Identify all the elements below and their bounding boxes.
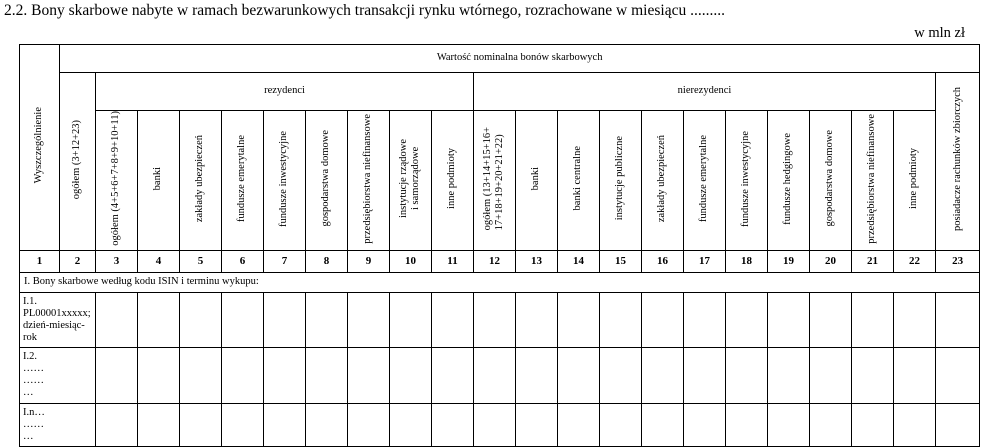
data-cell[interactable] — [852, 348, 894, 403]
data-cell[interactable] — [306, 403, 348, 446]
data-cell[interactable] — [768, 348, 810, 403]
data-cell[interactable] — [348, 348, 390, 403]
data-cell[interactable] — [306, 348, 348, 403]
data-cell[interactable] — [936, 403, 980, 446]
data-cell[interactable] — [264, 348, 306, 403]
column-numbers-row — [20, 251, 980, 273]
col-number: 3 — [96, 251, 138, 273]
header-nrez-col-17: fundusze emerytalne — [684, 111, 726, 251]
data-cell[interactable] — [138, 348, 180, 403]
data-cell[interactable] — [894, 348, 936, 403]
header-nrez-col-19: fundusze hedgingowe — [768, 111, 810, 251]
data-cell[interactable] — [222, 403, 264, 446]
header-wyszczegolnienie-cell — [20, 45, 60, 251]
header-rez-col-6: fundusze emerytalne — [222, 111, 264, 251]
data-cell[interactable] — [348, 293, 390, 348]
row-label: I.1. PL00001xxxxx; dzień-miesiąc-rok — [20, 293, 96, 348]
col-number: 13 — [516, 251, 558, 273]
data-cell[interactable] — [810, 403, 852, 446]
table-row — [20, 348, 980, 403]
header-nrez-col-13: banki — [516, 111, 558, 251]
col-number: 1 — [20, 251, 60, 273]
table-row — [20, 293, 980, 348]
data-cell[interactable] — [474, 403, 516, 446]
data-cell[interactable] — [432, 403, 474, 446]
col-number: 20 — [810, 251, 852, 273]
data-cell[interactable] — [264, 403, 306, 446]
col-number: 4 — [138, 251, 180, 273]
header-nierezydenci: nierezydenci — [474, 73, 936, 111]
header-nrez-col-21: przedsiębiorstwa niefinansowe — [852, 111, 894, 251]
data-cell[interactable] — [432, 293, 474, 348]
section-label: I. Bony skarbowe według kodu ISIN i terminu wykupu: — [20, 273, 980, 293]
data-cell[interactable] — [96, 293, 138, 348]
col-number: 15 — [600, 251, 642, 273]
header-rezydenci: rezydenci — [96, 73, 474, 111]
data-cell[interactable] — [222, 293, 264, 348]
data-cell[interactable] — [600, 403, 642, 446]
data-cell[interactable] — [558, 293, 600, 348]
col-number: 16 — [642, 251, 684, 273]
header-rez-col-9: przedsiębiorstwa niefinansowe — [348, 111, 390, 251]
data-cell[interactable] — [852, 403, 894, 446]
header-ogolem-total-cell — [60, 73, 96, 251]
bonds-table — [19, 44, 980, 447]
data-cell[interactable] — [600, 293, 642, 348]
data-cell[interactable] — [390, 403, 432, 446]
data-cell[interactable] — [390, 348, 432, 403]
header-nrez-col-20: gospodarstwa domowe — [810, 111, 852, 251]
data-cell[interactable] — [726, 293, 768, 348]
data-cell[interactable] — [180, 348, 222, 403]
unit-label: w mln zł — [914, 25, 965, 41]
col-number: 22 — [894, 251, 936, 273]
col-number: 7 — [264, 251, 306, 273]
data-cell[interactable] — [600, 348, 642, 403]
col-number: 12 — [474, 251, 516, 273]
data-cell[interactable] — [810, 348, 852, 403]
header-rez-col-3: ogółem (4+5+6+7+8+9+10+11) — [96, 111, 138, 251]
data-cell[interactable] — [558, 348, 600, 403]
data-cell[interactable] — [894, 403, 936, 446]
header-nrez-col-18: fundusze inwestycyjne — [726, 111, 768, 251]
data-cell[interactable] — [726, 403, 768, 446]
header-ogolem-total: ogółem (3+12+23) — [71, 119, 83, 200]
header-rez-col-10: instytucje rządowe i samorządowe — [390, 111, 432, 251]
data-cell[interactable] — [642, 348, 684, 403]
data-cell[interactable] — [516, 403, 558, 446]
data-cell[interactable] — [894, 293, 936, 348]
data-cell[interactable] — [768, 403, 810, 446]
col-number: 6 — [222, 251, 264, 273]
header-nrez-col-16: zakłady ubezpieczeń — [642, 111, 684, 251]
header-nrez-col-14: banki centralne — [558, 111, 600, 251]
col-number: 11 — [432, 251, 474, 273]
header-wartosc: Wartość nominalna bonów skarbowych — [60, 45, 980, 73]
header-wyszczegolnienie: Wyszczególnienie — [33, 107, 45, 184]
data-cell[interactable] — [684, 348, 726, 403]
data-cell[interactable] — [432, 348, 474, 403]
data-cell[interactable] — [852, 293, 894, 348]
data-cell[interactable] — [936, 293, 980, 348]
header-posiadacze: posiadacze rachunków zbiorczych — [951, 87, 963, 232]
data-cell[interactable] — [138, 403, 180, 446]
header-rez-col-7: fundusze inwestycyjne — [264, 111, 306, 251]
row-label: I.2. …… …… … — [20, 348, 96, 403]
data-cell[interactable] — [138, 293, 180, 348]
data-cell[interactable] — [348, 403, 390, 446]
data-cell[interactable] — [474, 348, 516, 403]
data-cell[interactable] — [642, 403, 684, 446]
col-number: 14 — [558, 251, 600, 273]
table-row — [20, 403, 980, 446]
data-cell[interactable] — [642, 293, 684, 348]
data-cell[interactable] — [558, 403, 600, 446]
data-cell[interactable] — [180, 403, 222, 446]
header-posiadacze-cell — [936, 73, 980, 251]
data-cell[interactable] — [306, 293, 348, 348]
header-rez-col-8: gospodarstwa domowe — [306, 111, 348, 251]
data-cell[interactable] — [516, 348, 558, 403]
header-nrez-col-22: inne podmioty — [894, 111, 936, 251]
data-cell[interactable] — [180, 293, 222, 348]
data-cell[interactable] — [390, 293, 432, 348]
row-label: I.n… …… … — [20, 403, 96, 446]
header-rez-col-4: banki — [138, 111, 180, 251]
header-rez-col-11: inne podmioty — [432, 111, 474, 251]
data-cell[interactable] — [222, 348, 264, 403]
col-number: 8 — [306, 251, 348, 273]
data-cell[interactable] — [474, 293, 516, 348]
data-cell[interactable] — [726, 348, 768, 403]
col-number: 9 — [348, 251, 390, 273]
header-nrez-col-15: instytucje publiczne — [600, 111, 642, 251]
header-rez-col-5: zakłady ubezpieczeń — [180, 111, 222, 251]
data-cell[interactable] — [810, 293, 852, 348]
col-number: 23 — [936, 251, 980, 273]
col-number: 19 — [768, 251, 810, 273]
page-title: 2.2. Bony skarbowe nabyte w ramach bezwarunkowych transakcji rynku wtórnego, rozrachowane w miesiącu ......... — [4, 2, 725, 19]
data-cell[interactable] — [96, 348, 138, 403]
data-cell[interactable] — [684, 293, 726, 348]
col-number: 21 — [852, 251, 894, 273]
data-cell[interactable] — [768, 293, 810, 348]
data-cell[interactable] — [516, 293, 558, 348]
data-cell[interactable] — [264, 293, 306, 348]
header-nrez-col-12: ogółem (13+14+15+16+ 17+18+19+20+21+22) — [474, 111, 516, 251]
data-cell[interactable] — [96, 403, 138, 446]
col-number: 17 — [684, 251, 726, 273]
col-number: 10 — [390, 251, 432, 273]
col-number: 5 — [180, 251, 222, 273]
col-number: 18 — [726, 251, 768, 273]
data-cell[interactable] — [936, 348, 980, 403]
col-number: 2 — [60, 251, 96, 273]
data-cell[interactable] — [684, 403, 726, 446]
